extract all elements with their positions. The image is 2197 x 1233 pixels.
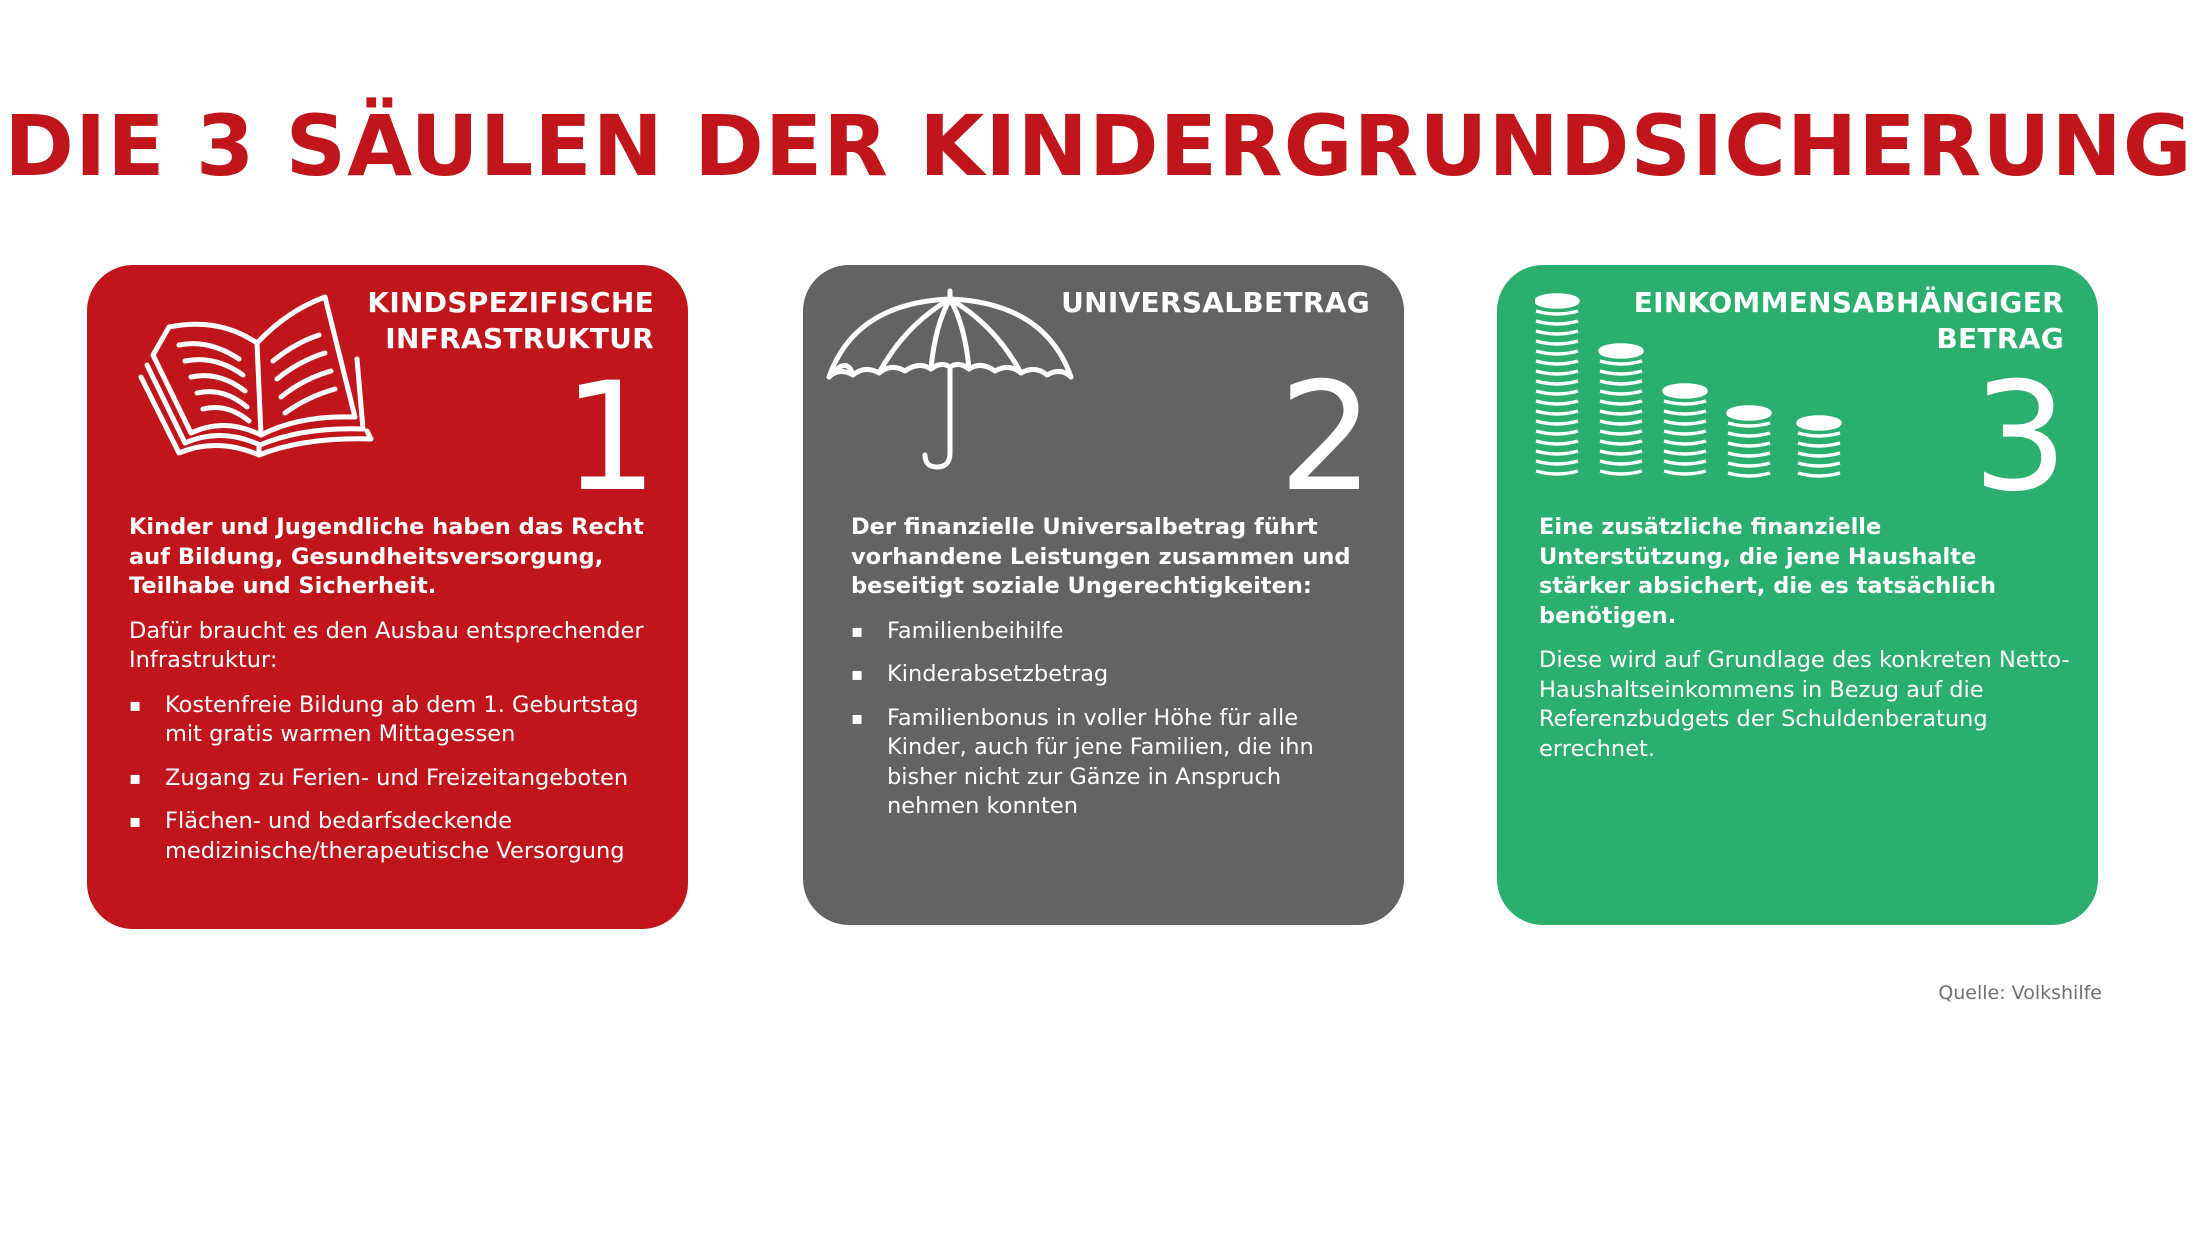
coin-stack-4-icon xyxy=(1728,407,1770,476)
pillar-3-body xyxy=(1539,513,2072,779)
coin-stack-3-icon xyxy=(1664,385,1706,474)
list-item: ▪ Flächen- und bedarfsdeckende medizinische/therapeutische Versorgung xyxy=(129,808,625,864)
source-note: Quelle: Volkshilfe xyxy=(1938,982,2102,1004)
list-item: ▪ Zugang zu Ferien- und Freizeitangeboten xyxy=(129,764,629,791)
list-item: ▪ Kinderabsetzbetrag xyxy=(851,661,1109,687)
pillar-3-number: 3 xyxy=(1972,351,2068,525)
list-item: ▪ Familienbonus in voller Höhe für alle Kinder, auch für jene Familien, die ihn bisher nicht zur Gänze in Anspruch nehmen konnten xyxy=(851,704,1314,819)
list-item: ▪ Kostenfreie Bildung ab dem 1. Geburtstag mit gratis warmen Mittagessen xyxy=(129,691,639,747)
pillar-2-heading: UNIVERSALBETRAG xyxy=(1061,286,1370,319)
coin-stack-1-icon xyxy=(1536,295,1578,474)
pillar-1-text: Dafür braucht es den Ausbau entsprechender Infrastruktur: xyxy=(129,617,644,673)
pillar-1-list xyxy=(129,691,662,867)
pillar-2-lead: Der finanzielle Universalbetrag führt vorhandene Leistungen zusammen und beseitigt soziale Ungerechtigkeiten: xyxy=(851,514,1351,599)
pillar-1-body xyxy=(129,513,662,880)
page-title: DIE 3 SÄULEN DER KINDERGRUNDSICHERUNG xyxy=(4,97,2193,195)
pillar-2-body xyxy=(851,513,1378,836)
list-item: ▪ Familienbeihilfe xyxy=(851,617,1064,644)
pillar-1-heading: KINDSPEZIFISCHE INFRASTRUKTUR xyxy=(367,286,654,355)
pillar-3-lead: Eine zusätzliche finanzielle Unterstützung, die jene Haushalte stärker absichert, die es tatsächlich benötigen. xyxy=(1539,514,1997,629)
pillar-card-1 xyxy=(87,265,688,929)
pillar-2-number: 2 xyxy=(1278,351,1374,525)
coin-stack-2-icon xyxy=(1600,345,1642,474)
pillar-card-2 xyxy=(803,265,1404,925)
umbrella-icon xyxy=(825,285,1075,475)
pillar-1-lead: Kinder und Jugendliche haben das Recht auf Bildung, Gesundheitsversorgung, Teilhabe und Sicherheit. xyxy=(129,514,644,599)
open-book-icon xyxy=(127,287,397,467)
pillar-1-number: 1 xyxy=(562,351,658,525)
coin-stack-small-icon xyxy=(1795,415,1845,485)
pillar-card-3 xyxy=(1497,265,2098,925)
pillar-3-text: Diese wird auf Grundlage des konkreten Netto-Haushaltseinkommens in Bezug auf die Referenzbudgets der Schuldenberatung errechnet. xyxy=(1539,647,2070,762)
pillar-2-list xyxy=(851,617,1378,822)
pillar-3-heading: EINKOMMENSABHÄNGIGER BETRAG xyxy=(1633,286,2064,355)
